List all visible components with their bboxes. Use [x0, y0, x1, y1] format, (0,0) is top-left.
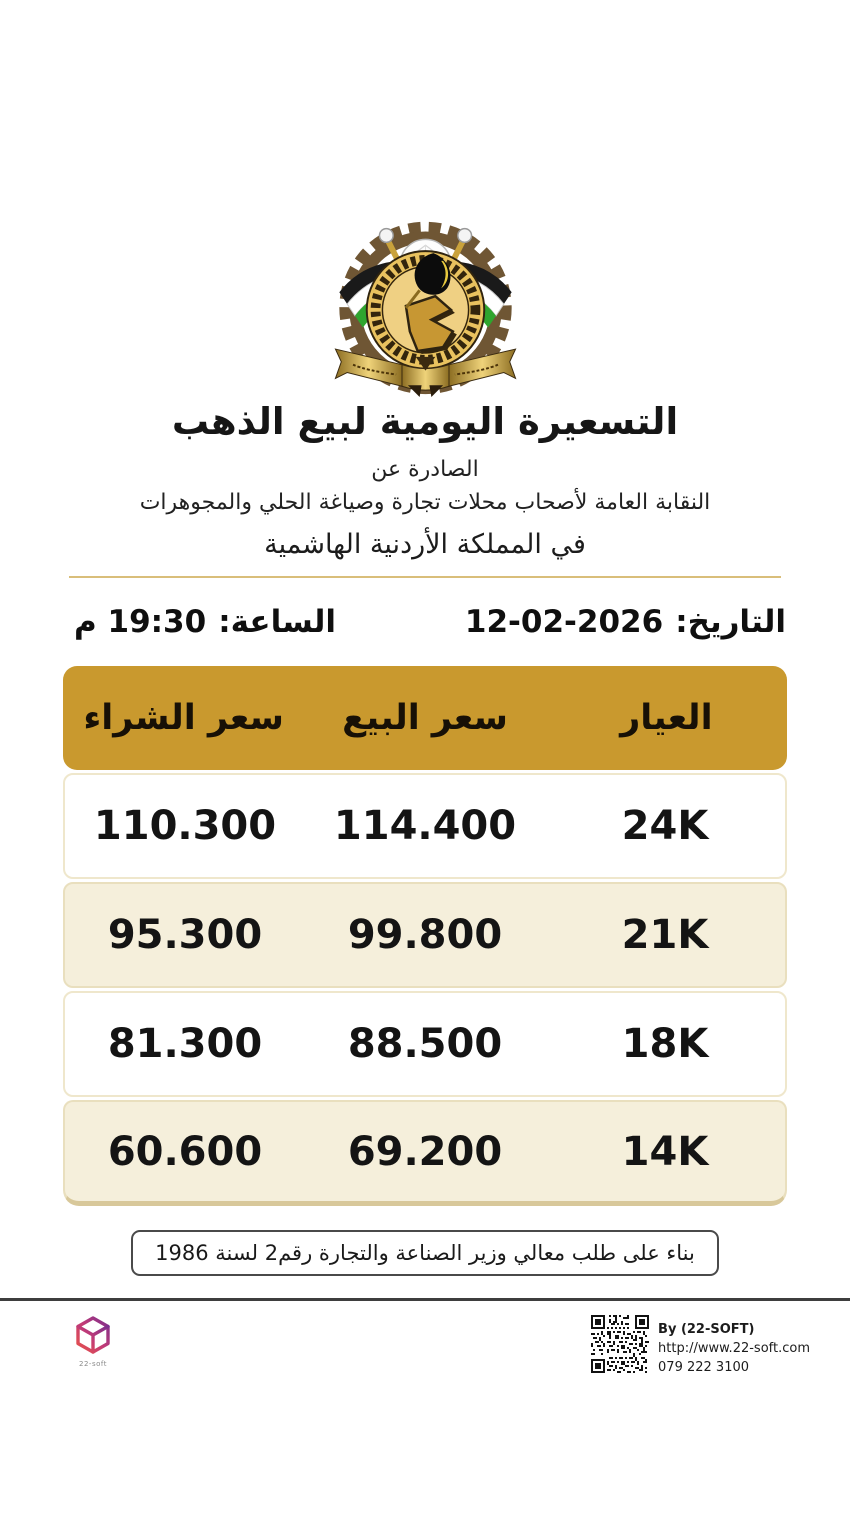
sell-price-value: 114.400 [333, 803, 517, 849]
sell-price-value: 99.800 [347, 912, 503, 958]
sell-price-value: 88.500 [347, 1021, 503, 1067]
syndicate-name-line: النقابة العامة لأصحاب محلات تجارة وصياغة الحلي والمجوهرات [139, 490, 711, 515]
table-row [63, 882, 787, 988]
table-row [63, 773, 787, 879]
date-group [465, 604, 786, 640]
page-title: التسعيرة اليومية لبيع الذهب [171, 400, 679, 443]
buy-price-value: 60.600 [107, 1128, 263, 1175]
qr-code-icon [591, 1315, 649, 1373]
karat-value: 24K [621, 803, 709, 849]
buy-price-value: 81.300 [107, 1021, 263, 1067]
footer [0, 1301, 850, 1378]
software-credit [658, 1315, 810, 1378]
issued-by-line: الصادرة عن [371, 457, 479, 482]
time-value: 19:30 م [74, 604, 207, 640]
datetime-row [0, 604, 850, 640]
karat-value: 18K [621, 1021, 709, 1067]
gold-price-table [63, 666, 787, 1206]
table-row [63, 1100, 787, 1206]
time-group [74, 604, 336, 640]
qr-credit-block [591, 1315, 810, 1378]
buy-price-value: 95.300 [107, 912, 263, 958]
phone-line: 079 222 3100 [658, 1359, 750, 1375]
header-karat: العيار [620, 698, 713, 738]
syndicate-emblem-logo [308, 163, 543, 398]
date-value: 12-02-2026 [464, 604, 664, 640]
cube-logo-icon [73, 1315, 113, 1359]
date-label: التاريخ: [675, 604, 786, 640]
header-sell-price: سعر البيع [342, 698, 508, 738]
website-line: http://www.22-soft.com [658, 1340, 810, 1356]
header-buy-price: سعر الشراء [83, 698, 284, 738]
gold-divider [69, 576, 781, 578]
table-row [63, 991, 787, 1097]
kingdom-line: في المملكة الأردنية الهاشمية [264, 529, 586, 560]
karat-value: 14K [621, 1128, 709, 1175]
karat-value: 21K [621, 912, 709, 958]
time-label: الساعة: [218, 604, 337, 640]
vendor-logo [70, 1315, 116, 1368]
legal-note-box: بناء على طلب معالي وزير الصناعة والتجارة رقم2 لسنة 1986 [131, 1230, 719, 1276]
sell-price-value: 69.200 [347, 1128, 503, 1175]
vendor-logo-caption: 22-soft [79, 1360, 107, 1368]
credit-line: By (22-SOFT) [658, 1322, 755, 1337]
table-header-row [63, 666, 787, 770]
buy-price-value: 110.300 [93, 803, 277, 849]
